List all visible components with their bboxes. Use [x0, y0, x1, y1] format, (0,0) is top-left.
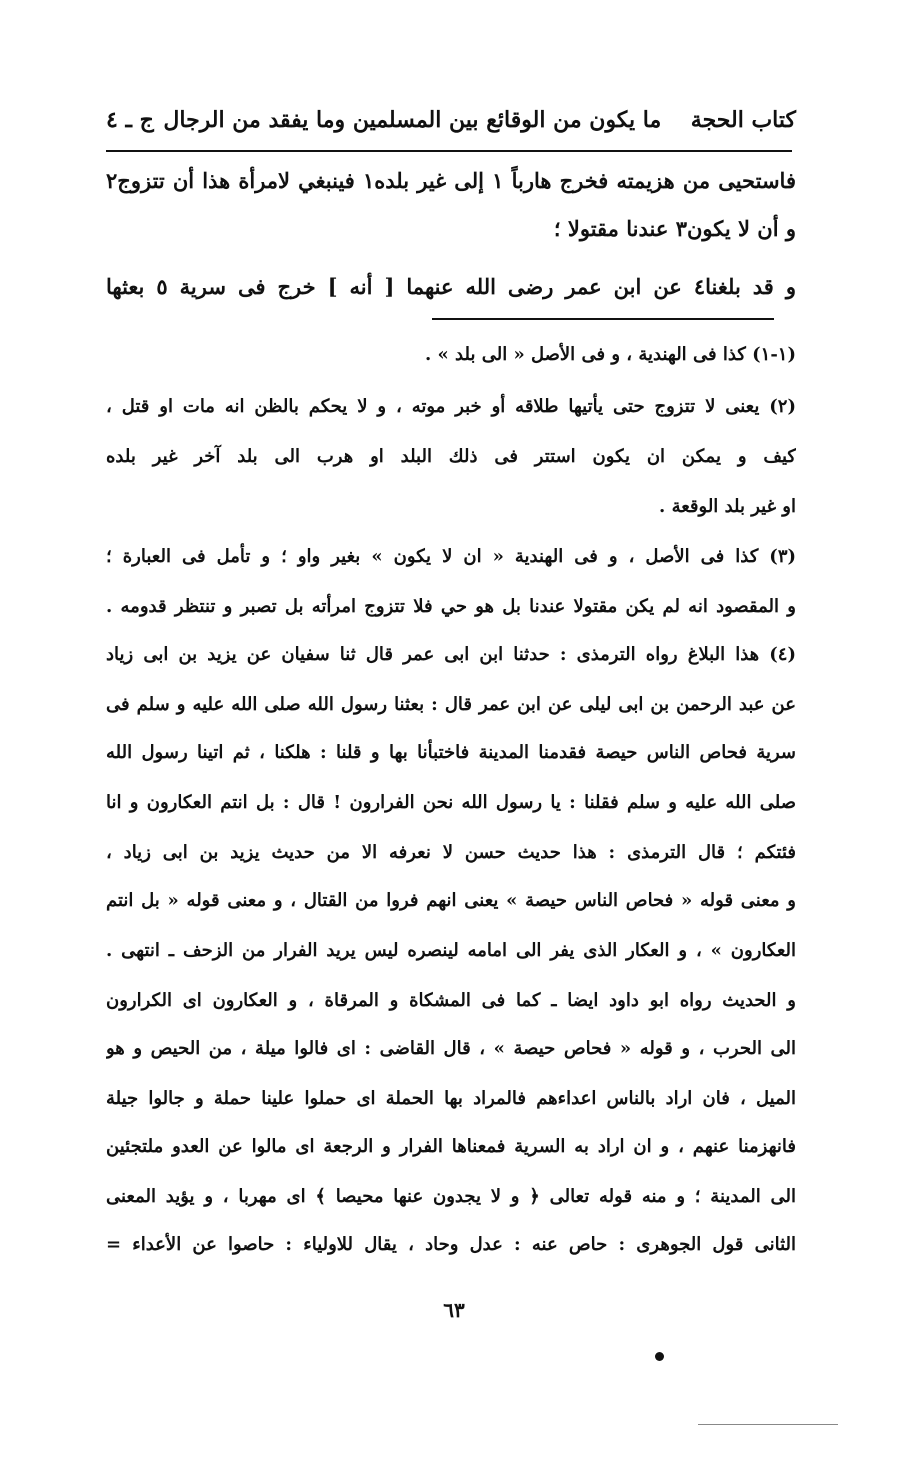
footnote-line: (٤) هذا البلاغ رواه الترمذى : حدثنا ابن ابى عمر قال ثنا سفيان عن يزيد بن ابى زياد	[106, 644, 796, 665]
page-number: ٦٣	[443, 1298, 465, 1322]
chapter-title: ما يكون من الوقائع بين المسلمين وما يفقد من الرجال	[163, 107, 662, 133]
footnote-line: و المقصود انه لم يكن مقتولا عندنا بل هو حي فلا تتزوج امرأته بل تصبر و تنتظر قدومه .	[106, 596, 796, 617]
footnote-line: و معنى قوله « فحاص الناس حيصة » يعنى انهم فروا من القتال ، و معنى قوله « بل انتم	[106, 890, 796, 911]
ink-dot	[655, 1352, 664, 1361]
footnote-line: الى الحرب ، و قوله « فحاص حيصة » ، قال القاضى : اى فالوا ميلة ، من الحيص و هو	[106, 1038, 796, 1059]
footnote-line: عن عبد الرحمن بن ابى ليلى عن ابن عمر قال : بعثنا رسول الله صلى الله عليه و سلم فى	[106, 694, 796, 715]
footnote-line: فانهزمنا عنهم ، و ان اراد به السرية فمعناها الفرار و الرجعة اى مالوا عن العدو ملتجئين	[106, 1136, 796, 1157]
body-line: فاستحيى من هزيمته فخرج هارباً ١ إلى غير بلده١ فينبغي لامرأة هذا أن تتزوج٢	[106, 168, 796, 193]
footnote-line: الثانى قول الجوهرى : حاص عنه : عدل وحاد ، يقال للاولياء : حاصوا عن الأعداء =	[106, 1234, 796, 1255]
bottom-rule	[698, 1424, 838, 1425]
footnote-line: فئتكم ؛ قال الترمذى : هذا حديث حسن لا نعرفه الا من حديث يزيد بن ابى زياد ،	[106, 842, 796, 863]
volume-label: ج ـ ٤	[106, 107, 154, 133]
footnote-line: الى المدينة ؛ و منه قوله تعالى ﴿ و لا يجدون عنها محيصا ﴾ اى مهربا ، و يؤيد المعنى	[106, 1186, 796, 1207]
footnote-line: (١-١) كذا فى الهندية ، و فى الأصل « الى بلد » .	[425, 344, 796, 365]
footnote-line: (٣) كذا فى الأصل ، و فى الهندية « ان لا يكون » بغير واو ؛ و تأمل فى العبارة ؛	[106, 546, 796, 567]
footnote-line: (٢) يعنى لا تتزوج حتى يأتيها طلاقه أو خبر موته ، و لا يحكم بالظن انه مات او قتل ،	[106, 396, 796, 417]
body-line: و قد بلغنا٤ عن ابن عمر رضى الله عنهما [ أنه ] خرج فى سرية ٥ بعثها	[106, 274, 796, 299]
body-line: و أن لا يكون٣ عندنا مقتولا ؛	[553, 216, 796, 241]
header-rule	[106, 150, 792, 152]
footnote-line: صلى الله عليه و سلم فقلنا : يا رسول الله نحن الفرارون ! قال : بل انتم العكارون و انا	[106, 792, 796, 813]
footnote-line: العكارون » ، و العكار الذى يفر الى امامه لينصره ليس يريد الفرار من الزحف ـ انتهى .	[106, 940, 796, 961]
page-header	[106, 96, 796, 144]
footnote-line: كيف و يمكن ان يكون استتر فى ذلك البلد او هرب الى بلد آخر غير بلده	[106, 446, 796, 467]
footnote-line: سرية فحاص الناس حيصة فقدمنا المدينة فاختبأنا بها و قلنا : هلكنا ، ثم اتينا رسول الله	[106, 742, 796, 763]
footnote-separator	[432, 318, 774, 320]
footnote-line: او غير بلد الوقعة .	[659, 496, 796, 517]
footnote-line: و الحديث رواه ابو داود ايضا ـ كما فى المشكاة و المرقاة ، و العكارون اى الكرارون	[106, 990, 796, 1011]
footnote-line: الميل ، فان اراد بالناس اعداءهم فالمراد بها الحملة اى حملوا علينا حملة و جالوا جيلة	[106, 1088, 796, 1109]
book-title: كتاب الحجة	[690, 107, 796, 133]
